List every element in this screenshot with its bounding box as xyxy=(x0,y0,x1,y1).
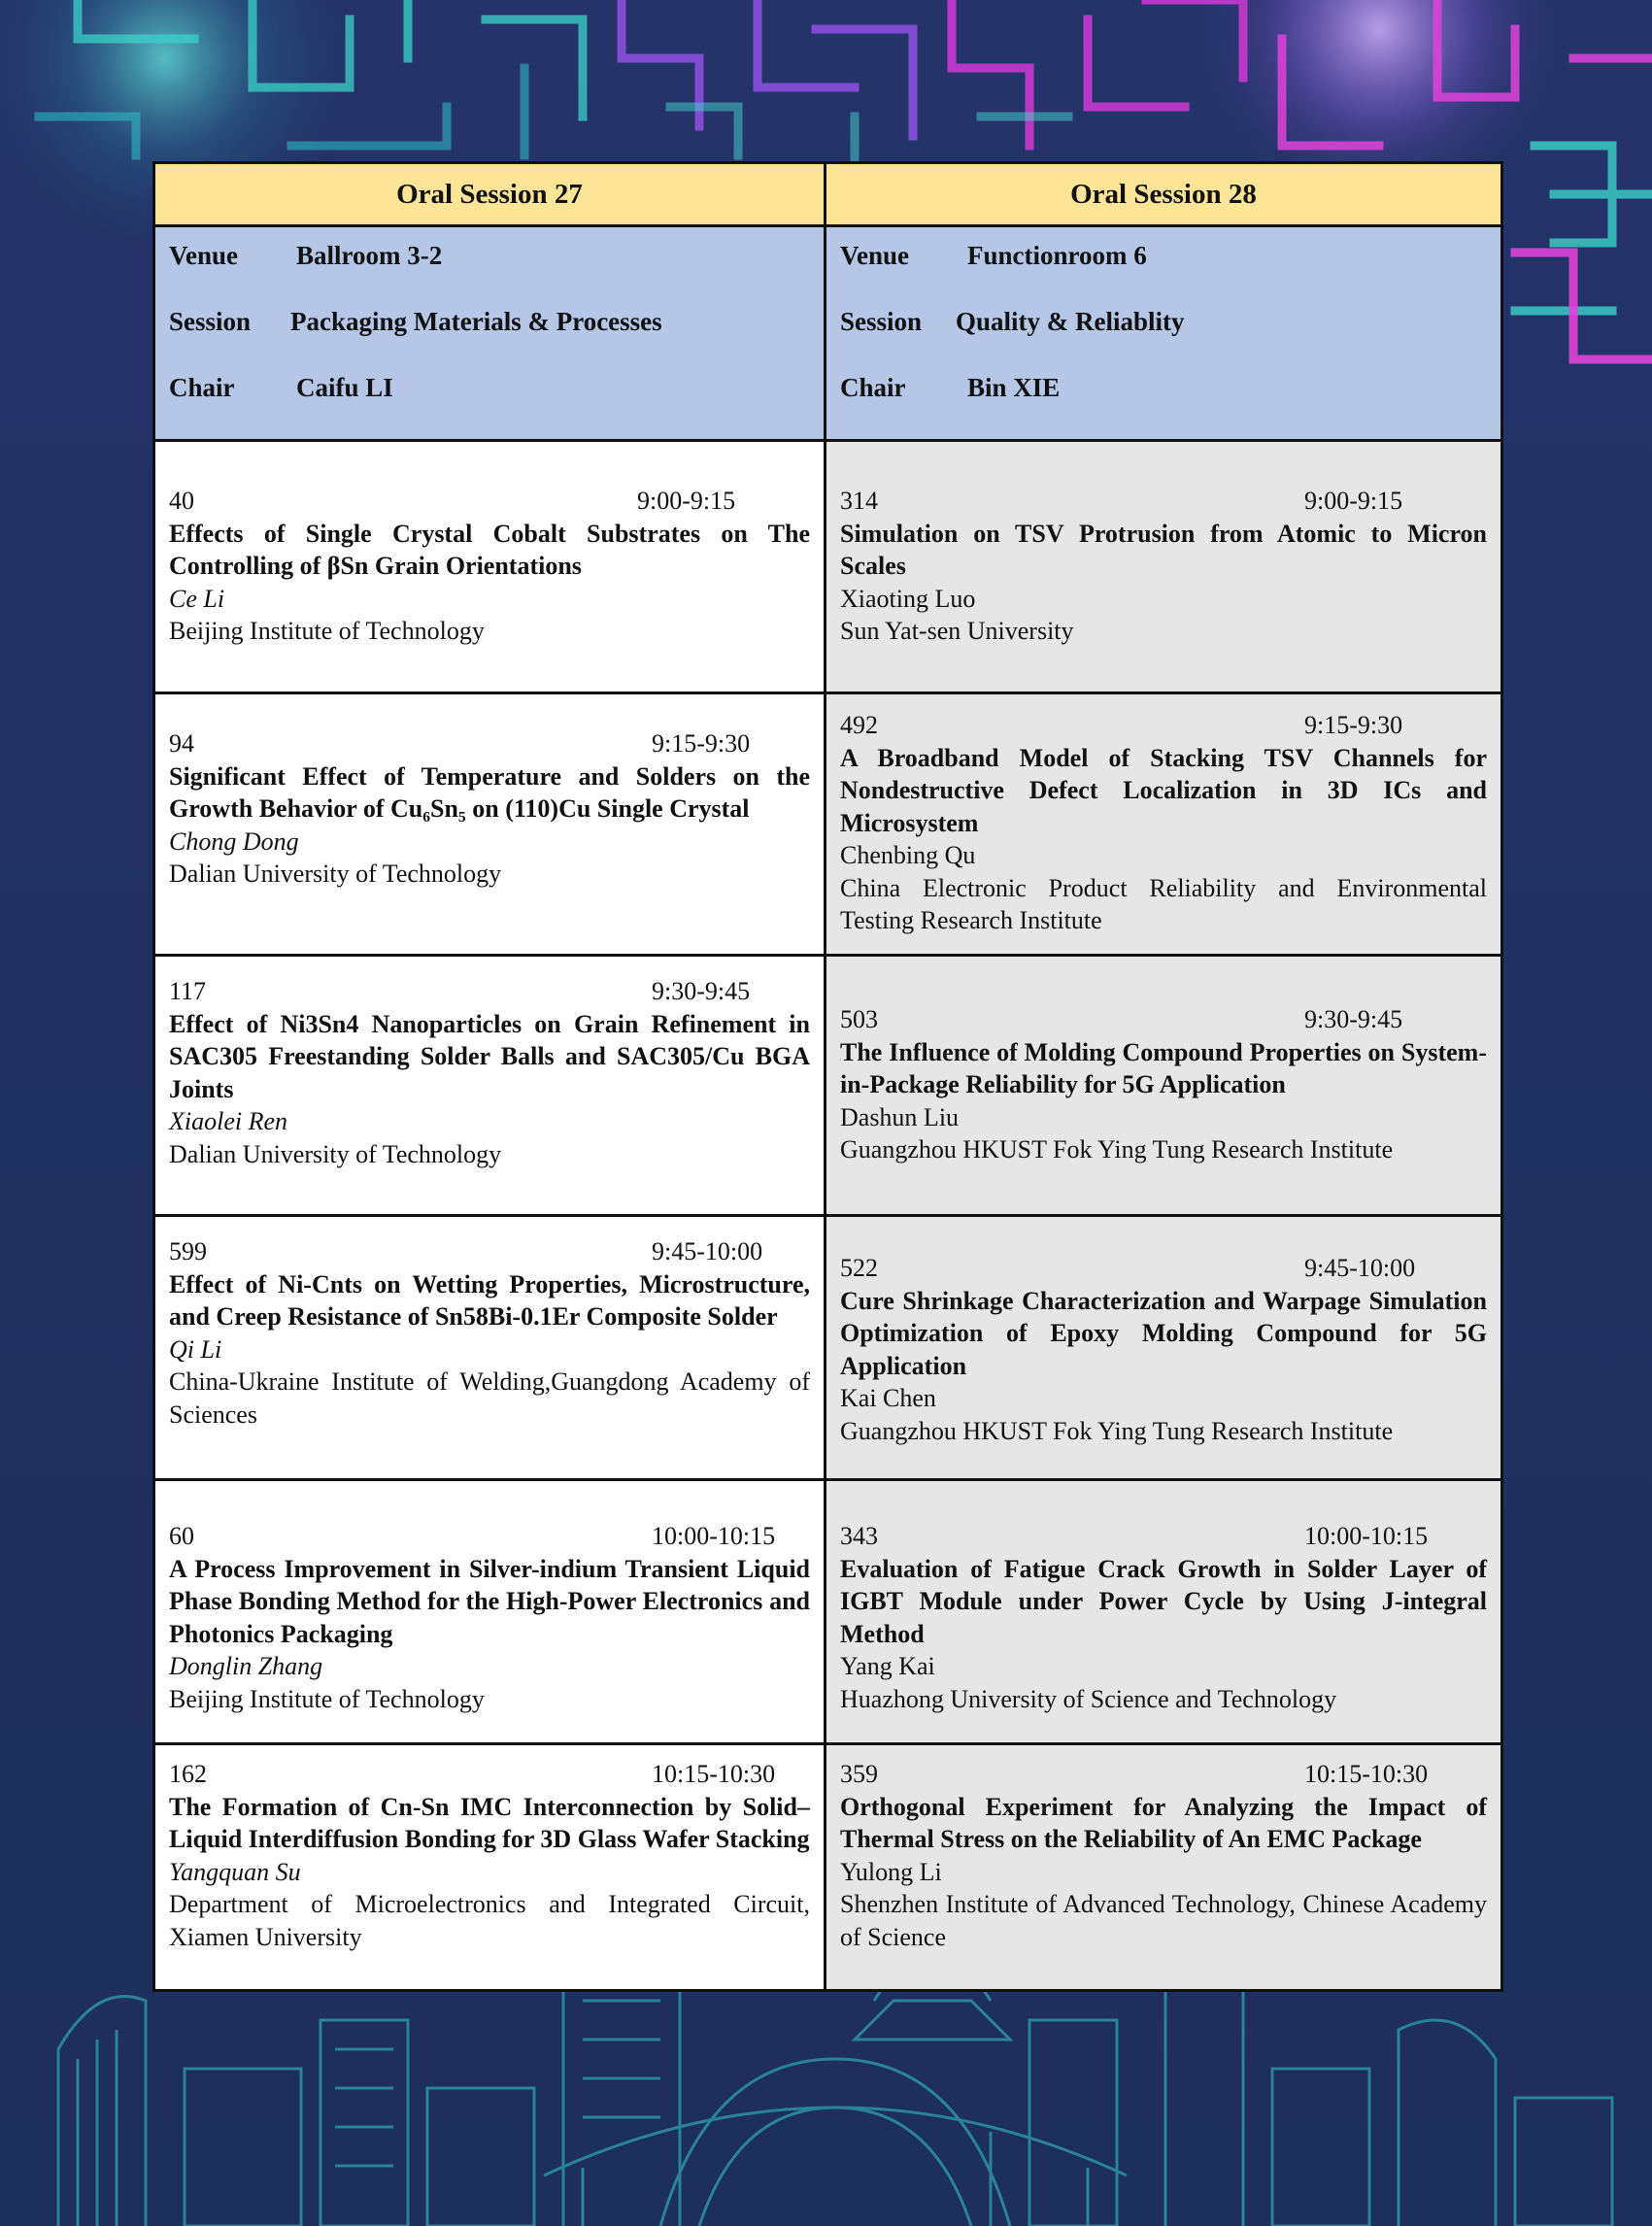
paper-meta xyxy=(840,709,1487,742)
paper-time: 10:00-10:15 xyxy=(652,1522,776,1550)
paper-meta xyxy=(169,485,810,518)
paper-row xyxy=(154,1480,1502,1744)
paper-affiliation: Dalian University of Technology xyxy=(169,860,502,888)
chair-row xyxy=(169,373,810,439)
paper-author: Chong Dong xyxy=(169,826,299,856)
paper-cell xyxy=(826,1744,1502,1991)
paper-time: 9:30-9:45 xyxy=(1304,1005,1403,1033)
chair-value: Caifu LI xyxy=(296,373,393,402)
paper-meta xyxy=(169,1758,810,1791)
paper-meta xyxy=(840,1003,1487,1036)
paper-meta xyxy=(840,1252,1487,1285)
paper-cell xyxy=(826,441,1502,693)
paper-author: Chenbing Qu xyxy=(840,841,976,869)
paper-id: 117 xyxy=(169,977,207,1005)
paper-time: 10:15-10:30 xyxy=(1304,1760,1429,1788)
paper-id: 343 xyxy=(840,1522,878,1550)
paper-cell xyxy=(154,956,826,1216)
paper-time: 9:30-9:45 xyxy=(652,977,751,1005)
paper-title: Evaluation of Fatigue Crack Growth in Solder Layer of IGBT Module under Power Cycle by Using J-integral Method xyxy=(840,1554,1487,1648)
session-info xyxy=(154,226,826,441)
paper-id: 503 xyxy=(840,1005,878,1033)
paper-meta xyxy=(840,1758,1487,1791)
paper-cell xyxy=(154,1216,826,1480)
paper-time: 9:15-9:30 xyxy=(652,729,751,758)
schedule-table xyxy=(152,161,1503,1992)
paper-time: 9:00-9:15 xyxy=(1304,487,1403,515)
paper-affiliation: Huazhong University of Science and Technology xyxy=(840,1684,1337,1713)
paper-id: 94 xyxy=(169,729,194,758)
session-label: Session xyxy=(169,307,252,336)
paper-title: Simulation on TSV Protrusion from Atomic to Micron Scales xyxy=(840,519,1487,580)
paper-author: Kai Chen xyxy=(840,1384,936,1412)
paper-affiliation: Beijing Institute of Technology xyxy=(169,617,485,645)
paper-id: 314 xyxy=(840,487,878,515)
paper-title: Significant Effect of Temperature and Solders on the Growth Behavior of Cu₆Sn₅ on (110)Cu Single Crystal xyxy=(169,761,810,823)
paper-affiliation: China Electronic Product Reliability and Environmental Testing Research Institute xyxy=(840,873,1487,934)
paper-time: 10:00-10:15 xyxy=(1304,1522,1429,1550)
paper-title: Effects of Single Crystal Cobalt Substrates on The Controlling of βSn Grain Orientations xyxy=(169,519,810,580)
paper-id: 599 xyxy=(169,1237,207,1265)
paper-cell xyxy=(826,693,1502,956)
chair-row xyxy=(840,373,1487,439)
paper-cell xyxy=(154,1480,826,1744)
paper-author: Qi Li xyxy=(169,1334,222,1364)
paper-time: 9:15-9:30 xyxy=(1304,711,1403,739)
paper-meta xyxy=(840,1520,1487,1553)
paper-author: Xiaoting Luo xyxy=(840,584,976,613)
session-info xyxy=(826,226,1502,441)
session-value: Quality & Reliablity xyxy=(956,307,1185,336)
paper-row xyxy=(154,1216,1502,1480)
session-label: Session xyxy=(840,307,923,336)
paper-title: Effect of Ni-Cnts on Wetting Properties, Microstructure, and Creep Resistance of Sn58Bi-0.1Er Composite Solder xyxy=(169,1269,810,1331)
paper-row xyxy=(154,1744,1502,1991)
venue-value: Ballroom 3-2 xyxy=(296,241,443,270)
paper-author: Xiaolei Ren xyxy=(169,1107,288,1135)
venue-row xyxy=(169,241,810,307)
paper-meta xyxy=(169,727,810,760)
paper-affiliation: Shenzhen Institute of Advanced Technology, Chinese Academy of Science xyxy=(840,1890,1487,1951)
paper-affiliation: Guangzhou HKUST Fok Ying Tung Research Institute xyxy=(840,1416,1394,1445)
paper-cell xyxy=(154,693,826,956)
paper-row xyxy=(154,441,1502,693)
chair-value: Bin XIE xyxy=(967,373,1061,402)
venue-value: Functionroom 6 xyxy=(967,241,1147,270)
paper-id: 492 xyxy=(840,711,878,739)
paper-meta xyxy=(840,485,1487,518)
paper-author: Yang Kai xyxy=(840,1652,935,1680)
paper-meta xyxy=(169,1235,810,1268)
paper-affiliation: Department of Microelectronics and Integrated Circuit, Xiamen University xyxy=(169,1890,810,1951)
venue-row xyxy=(840,241,1487,307)
paper-time: 9:45-10:00 xyxy=(1304,1254,1416,1282)
session-row xyxy=(169,307,810,373)
chair-label: Chair xyxy=(169,373,235,402)
paper-affiliation: China-Ukraine Institute of Welding,Guangdong Academy of Sciences xyxy=(169,1367,810,1429)
paper-id: 60 xyxy=(169,1522,194,1550)
paper-affiliation: Dalian University of Technology xyxy=(169,1139,502,1168)
paper-meta xyxy=(169,975,810,1008)
paper-time: 9:00-9:15 xyxy=(637,487,736,515)
session-title: Oral Session 27 xyxy=(154,163,826,226)
paper-affiliation: Beijing Institute of Technology xyxy=(169,1684,485,1713)
venue-label: Venue xyxy=(169,241,239,270)
paper-author: Dashun Liu xyxy=(840,1102,960,1131)
paper-author: Donglin Zhang xyxy=(169,1652,323,1680)
paper-cell xyxy=(154,1744,826,1991)
paper-id: 359 xyxy=(840,1760,878,1788)
paper-title: Cure Shrinkage Characterization and Warpage Simulation Optimization of Epoxy Molding Compound for 5G Application xyxy=(840,1286,1487,1380)
paper-cell xyxy=(826,956,1502,1216)
paper-title: A Broadband Model of Stacking TSV Channels for Nondestructive Defect Localization in 3D ICs and Microsystem xyxy=(840,743,1487,837)
paper-time: 9:45-10:00 xyxy=(652,1237,763,1265)
paper-author: Yulong Li xyxy=(840,1857,942,1886)
paper-title: Orthogonal Experiment for Analyzing the Impact of Thermal Stress on the Reliability of An EMC Package xyxy=(840,1792,1487,1853)
paper-id: 40 xyxy=(169,487,194,515)
venue-label: Venue xyxy=(840,241,910,270)
session-value: Packaging Materials & Processes xyxy=(290,307,662,336)
paper-title: The Influence of Molding Compound Properties on System-in-Package Reliability for 5G Application xyxy=(840,1037,1487,1098)
paper-affiliation: Guangzhou HKUST Fok Ying Tung Research Institute xyxy=(840,1135,1394,1164)
paper-row xyxy=(154,956,1502,1216)
session-row xyxy=(840,307,1487,373)
paper-row xyxy=(154,693,1502,956)
paper-title: Effect of Ni3Sn4 Nanoparticles on Grain Refinement in SAC305 Freestanding Solder Balls and SAC305/Cu BGA Joints xyxy=(169,1009,810,1103)
paper-meta xyxy=(169,1520,810,1553)
paper-id: 162 xyxy=(169,1760,207,1788)
paper-title: The Formation of Cn-Sn IMC Interconnection by Solid–Liquid Interdiffusion Bonding for 3D Glass Wafer Stacking xyxy=(169,1792,810,1853)
paper-affiliation: Sun Yat-sen University xyxy=(840,617,1074,645)
session-title: Oral Session 28 xyxy=(826,163,1502,226)
paper-id: 522 xyxy=(840,1254,878,1282)
paper-cell xyxy=(154,441,826,693)
paper-cell xyxy=(826,1216,1502,1480)
paper-author: Ce Li xyxy=(169,584,225,613)
paper-time: 10:15-10:30 xyxy=(652,1760,776,1788)
paper-author: Yangquan Su xyxy=(169,1857,301,1886)
chair-label: Chair xyxy=(840,373,906,402)
paper-cell xyxy=(826,1480,1502,1744)
paper-title: A Process Improvement in Silver-indium Transient Liquid Phase Bonding Method for the High-Power Electronics and Photonics Packaging xyxy=(169,1554,810,1648)
session-info-row xyxy=(154,226,1502,441)
session-header-row xyxy=(154,163,1502,226)
